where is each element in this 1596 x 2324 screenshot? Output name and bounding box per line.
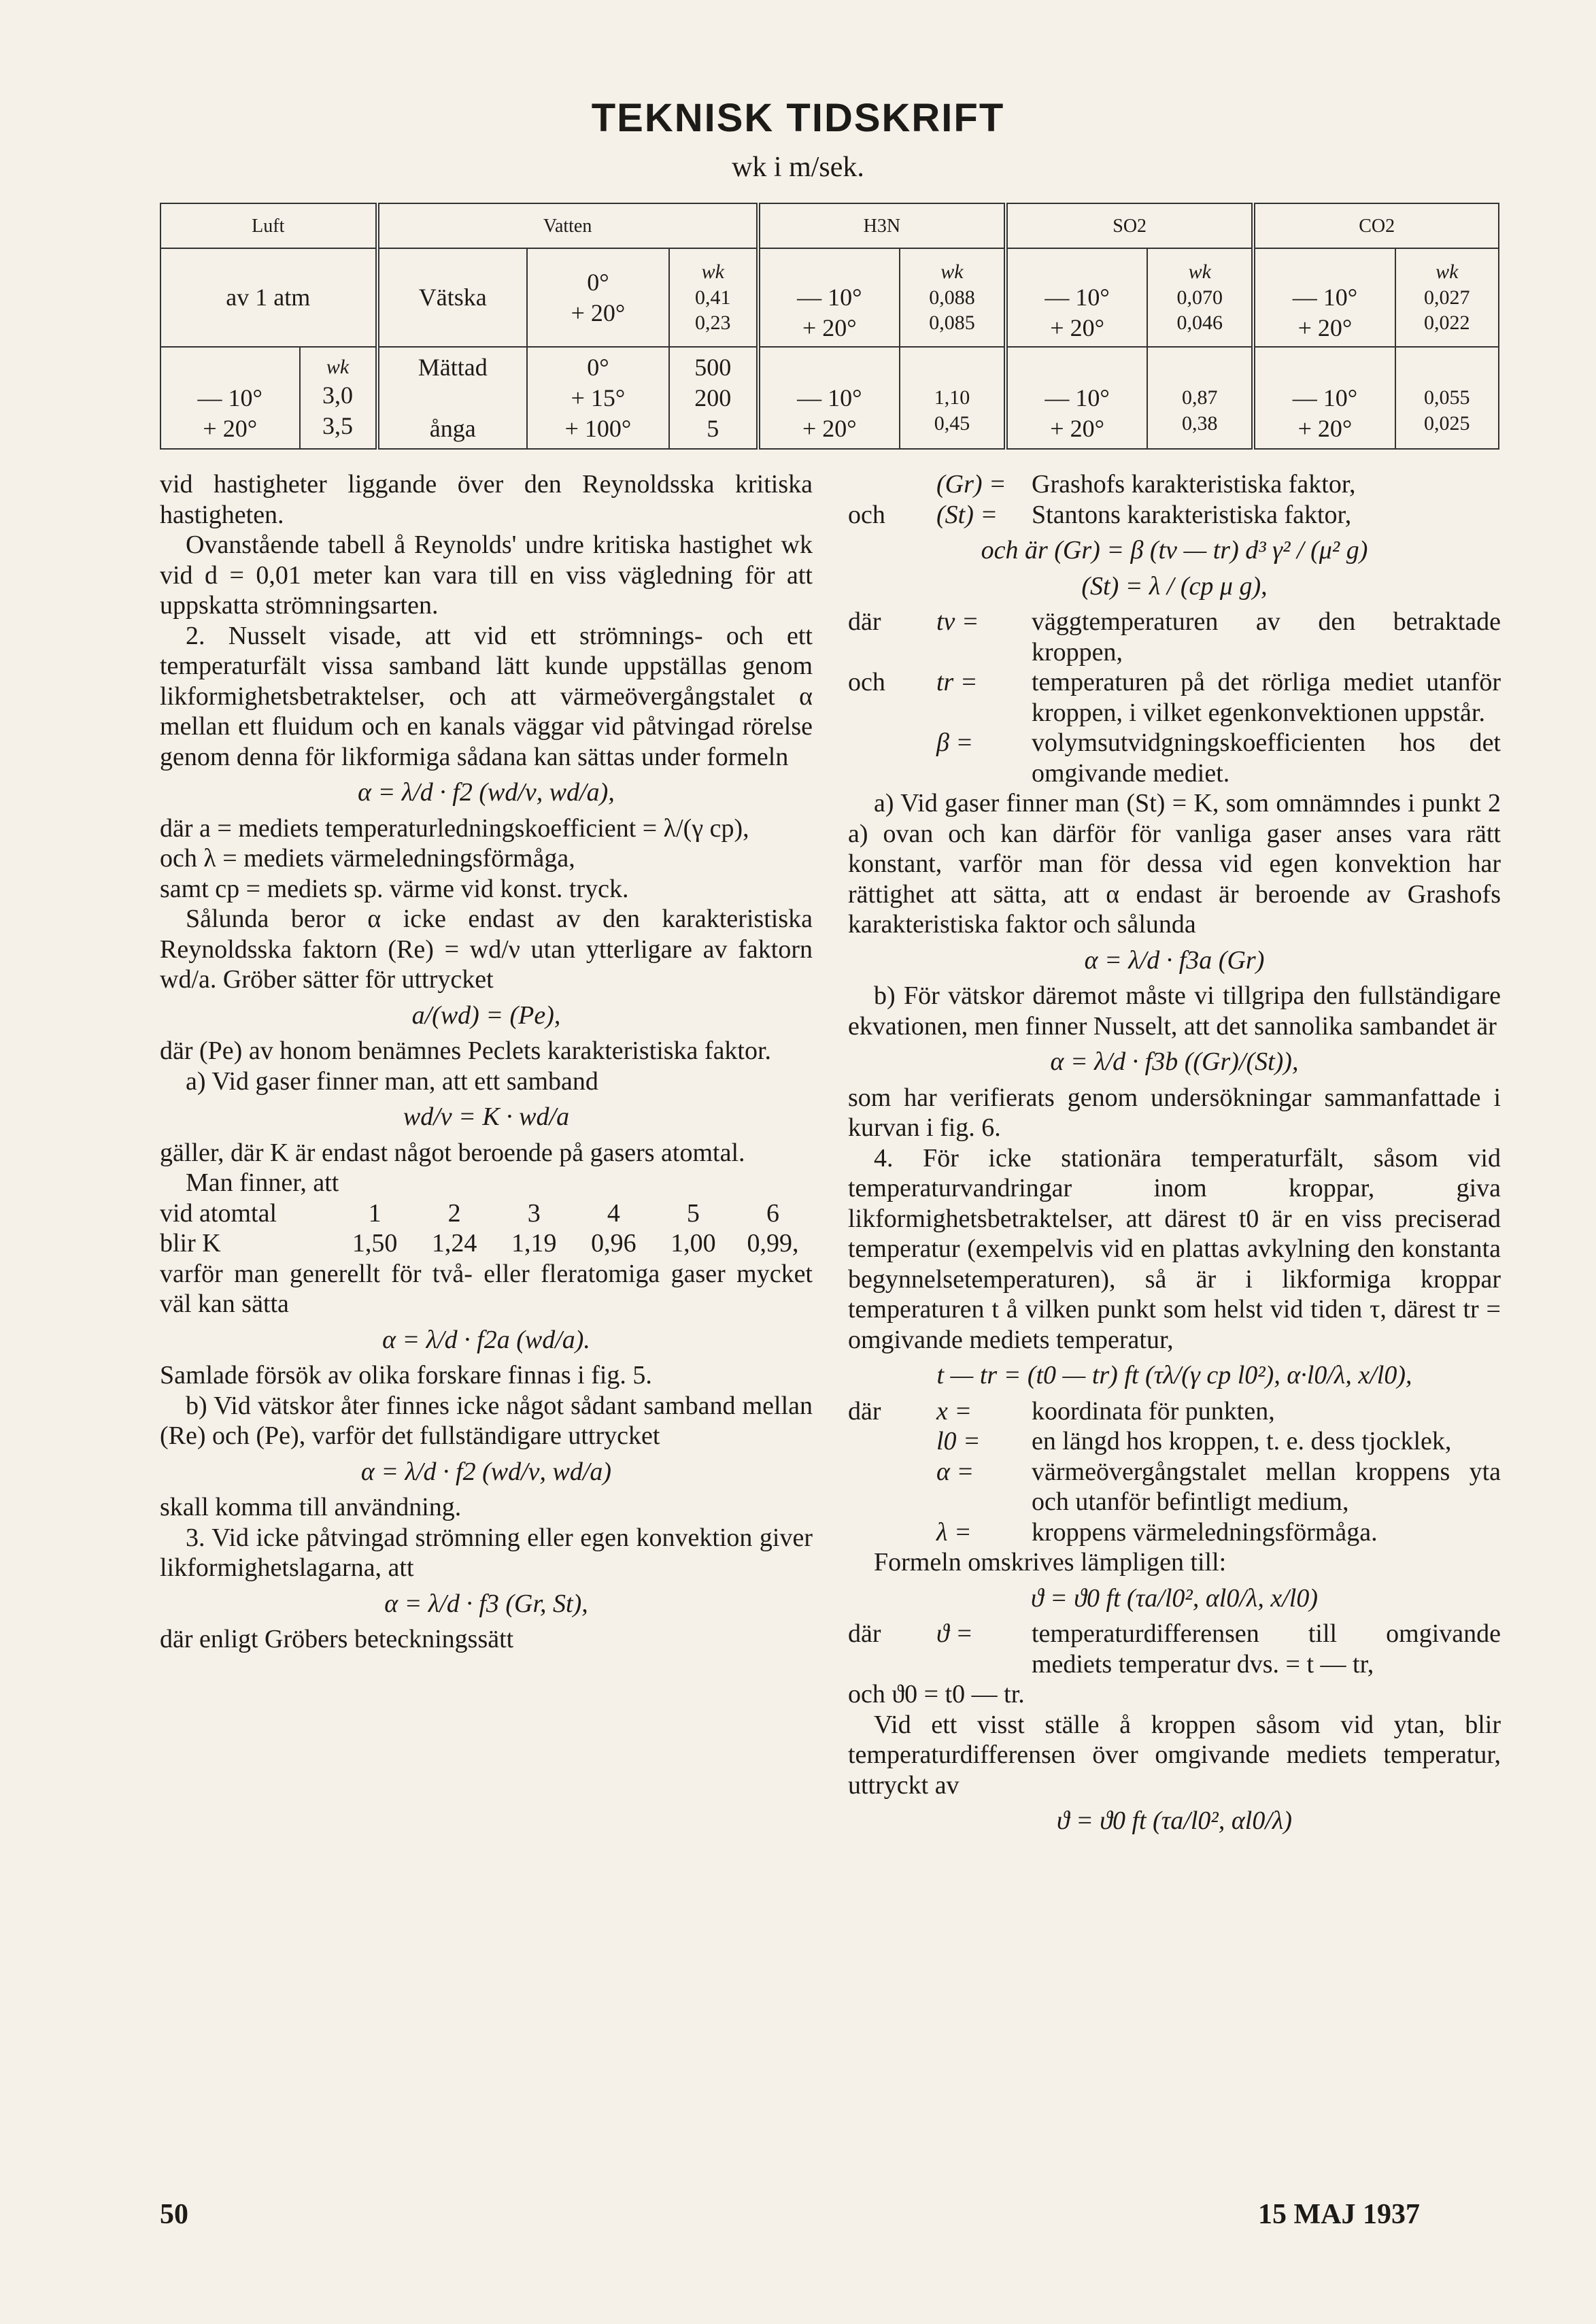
page-number: 50 <box>160 2199 188 2230</box>
paragraph: skall komma till användning. <box>160 1493 462 1521</box>
equation: (St) = λ / (cp μ g), <box>1081 571 1268 601</box>
h3n-r2-temps: — 10° + 20° <box>758 347 900 449</box>
k-values-row: blir K 1,50 1,24 1,19 0,96 1,00 0,99, <box>160 1229 799 1258</box>
definition: (Gr) = Grashofs karakteristiska faktor, <box>936 470 1356 499</box>
col-header-h3n: H3N <box>758 203 1006 248</box>
equation: ϑ = ϑ0 ft (τa/l0², αl0/λ, x/l0) <box>1031 1583 1318 1613</box>
co2-r2-temps: — 10° + 20° <box>1253 347 1395 449</box>
definition: där a = mediets temperaturledningskoefficient = λ/(γ cp), <box>160 813 749 843</box>
equation: a/(wd) = (Pe), <box>411 1000 561 1030</box>
definition: samt cp = mediets sp. värme vid konst. tryck. <box>160 874 629 903</box>
paragraph: b) För vätskor däremot måste vi tillgripa den fullständigare ekvationen, men finner Nusselt, att det sannolika sambandet är <box>848 981 1501 1041</box>
paragraph: Vid ett visst ställe å kroppen såsom vid ytan, blir temperaturdifferensen över omgivande mediets temperatur, uttryckt av <box>848 1710 1501 1800</box>
paragraph: Man finner, att <box>186 1168 339 1197</box>
equation: α = λ/d · f3a (Gr) <box>1084 945 1265 975</box>
paragraph: a) Vid gaser finner man (St) = K, som omnämndes i punkt 2 a) ovan och kan därför för vanliga gaser anses vara rätt konstant, varför man för dessa vid egen konvektion har rättighet att sätta, att α endast är beroende av Grashofs karakteristiska faktor och sålunda <box>848 789 1501 939</box>
definition: där x = koordinata för punkten, <box>848 1396 1275 1426</box>
equation: α = λ/d · f2 (wd/ν, wd/a), <box>358 778 615 807</box>
paragraph: Samlade försök av olika forskare finnas i fig. 5. <box>160 1361 652 1390</box>
paragraph: 2. Nusselt visade, att vid ett strömnings- och ett temperaturfält vissa samband lätt kunde uppställas genom likformighetsbetraktelser, och att värmeövergångstalet α mellan ett fluidum och en kanals väggar vid påtvingad rörelse genom denna för likformiga sådana kan sättas under formeln <box>160 621 813 771</box>
luft-label: av 1 atm <box>160 248 377 347</box>
definition: α = värmeövergångstalet mellan kroppens yta och utanför befintligt medium, <box>936 1457 1501 1516</box>
vatten-r2-values: 500 200 5 <box>669 347 758 449</box>
definition: där ϑ = temperaturdifferensen till omgivande mediets temperatur dvs. = t — tr, <box>848 1619 1501 1679</box>
so2-r2-values: 0,87 0,38 <box>1147 347 1253 449</box>
equation: α = λ/d · f3b ((Gr)/(St)), <box>1050 1047 1299 1076</box>
vatten-r2-temps: 0° + 15° + 100° <box>527 347 669 449</box>
table-caption: wk i m/sek. <box>732 152 864 183</box>
paragraph: där enligt Gröbers beteckningssätt <box>160 1625 514 1653</box>
co2-r1-temps: — 10° + 20° <box>1253 248 1395 347</box>
col-header-co2: CO2 <box>1253 203 1499 248</box>
co2-r1-values: wk 0,027 0,022 <box>1395 248 1499 347</box>
paragraph: a) Vid gaser finner man, att ett samband <box>186 1066 598 1096</box>
issue-date: 15 MAJ 1937 <box>1258 2199 1420 2230</box>
col-header-luft: Luft <box>160 203 377 248</box>
so2-r1-values: wk 0,070 0,046 <box>1147 248 1253 347</box>
vatten-r1-values: wk 0,41 0,23 <box>669 248 758 347</box>
luft-temps: — 10° + 20° <box>160 347 300 449</box>
velocity-table <box>160 203 1499 450</box>
definition: och tr = temperaturen på det rörliga mediet utanför kroppen, i vilket egenkonvektionen uppstår. <box>848 668 1501 727</box>
vatten-mattad-label: Mättad ånga <box>377 347 528 449</box>
paragraph: Formeln omskrives lämpligen till: <box>874 1548 1227 1577</box>
equation: ϑ = ϑ0 ft (τa/l0², αl0/λ) <box>1057 1806 1292 1835</box>
vatten-vatska-label: Vätska <box>377 248 528 347</box>
vatten-r1-temps: 0° + 20° <box>527 248 669 347</box>
definition: och ϑ0 = t0 — tr. <box>848 1680 1025 1708</box>
definition: β = volymsutvidgningskoefficienten hos det omgivande mediet. <box>936 728 1501 788</box>
col-header-vatten: Vatten <box>377 203 758 248</box>
luft-values: wk 3,0 3,5 <box>300 347 377 449</box>
equation: t — tr = (t0 — tr) ft (τλ/(γ cp l0²), α·l0/λ, x/l0), <box>936 1361 1412 1390</box>
atomtal-row: vid atomtal 1 2 3 4 5 6 <box>160 1198 779 1228</box>
definition: λ = kroppens värmeledningsförmåga. <box>936 1517 1378 1547</box>
equation: och är (Gr) = β (tv — tr) d³ γ² / (μ² g) <box>981 536 1368 565</box>
paragraph: Ovanstående tabell å Reynolds' undre kritiska hastighet wk vid d = 0,01 meter kan vara till en viss vägledning för att uppskatta strömningsarten. <box>160 531 813 620</box>
h3n-r1-temps: — 10° + 20° <box>758 248 900 347</box>
paragraph: b) Vid vätskor åter finnes icke något sådant samband mellan (Re) och (Pe), varför det fullständigare uttrycket <box>160 1391 813 1450</box>
paragraph: som har verifierats genom undersökningar sammanfattade i kurvan i fig. 6. <box>848 1083 1501 1142</box>
h3n-r1-values: wk 0,088 0,085 <box>900 248 1006 347</box>
so2-r1-temps: — 10° + 20° <box>1006 248 1147 347</box>
definition: l0 = en längd hos kroppen, t. e. dess tjocklek, <box>936 1427 1452 1455</box>
so2-r2-temps: — 10° + 20° <box>1006 347 1147 449</box>
definition: och λ = mediets värmeledningsförmåga, <box>160 844 575 873</box>
paragraph: gäller, där K är endast något beroende på gasers atomtal. <box>160 1138 745 1167</box>
equation: α = λ/d · f3 (Gr, St), <box>384 1589 588 1618</box>
h3n-r2-values: 1,10 0,45 <box>900 347 1006 449</box>
paragraph: varför man generellt för två- eller fleratomiga gaser mycket väl kan sätta <box>160 1259 813 1318</box>
paragraph: 3. Vid icke påtvingad strömning eller egen konvektion giver likformighetslagarna, att <box>160 1523 813 1582</box>
co2-r2-values: 0,055 0,025 <box>1395 347 1499 449</box>
col-header-so2: SO2 <box>1006 203 1253 248</box>
equation: wd/ν = K · wd/a <box>403 1102 570 1131</box>
left-column <box>160 469 813 1655</box>
paragraph: Sålunda beror α icke endast av den karakteristiska Reynoldsska faktorn (Re) = wd/ν utan ytterligare av faktorn wd/a. Gröber sätter för uttrycket <box>160 905 813 994</box>
right-column <box>848 469 1501 1842</box>
definition: där tv = väggtemperaturen av den betraktade kroppen, <box>848 607 1501 667</box>
equation: α = λ/d · f2 (wd/ν, wd/a) <box>360 1457 612 1486</box>
paragraph: vid hastigheter liggande över den Reynoldsska kritiska hastigheten. <box>160 470 813 529</box>
definition: och (St) = Stantons karakteristiska faktor, <box>848 500 1352 529</box>
equation: α = λ/d · f2a (wd/a). <box>382 1325 590 1354</box>
paragraph: 4. För icke stationära temperaturfält, såsom vid temperaturvandringar inom kroppar, giva likformighetsbetraktelser, att därest t0 är en viss preciserad temperatur (exempelvis vid en plattas avkylning den konstanta begynnelsetemperaturen), så är i likformiga kroppar temperaturen t å vilken punkt som helst vid tiden τ, därest tr = omgivande mediets temperatur, <box>848 1143 1501 1354</box>
journal-title: TEKNISK TIDSKRIFT <box>591 96 1005 140</box>
paragraph: där (Pe) av honom benämnes Peclets karakteristiska faktor. <box>160 1037 772 1065</box>
